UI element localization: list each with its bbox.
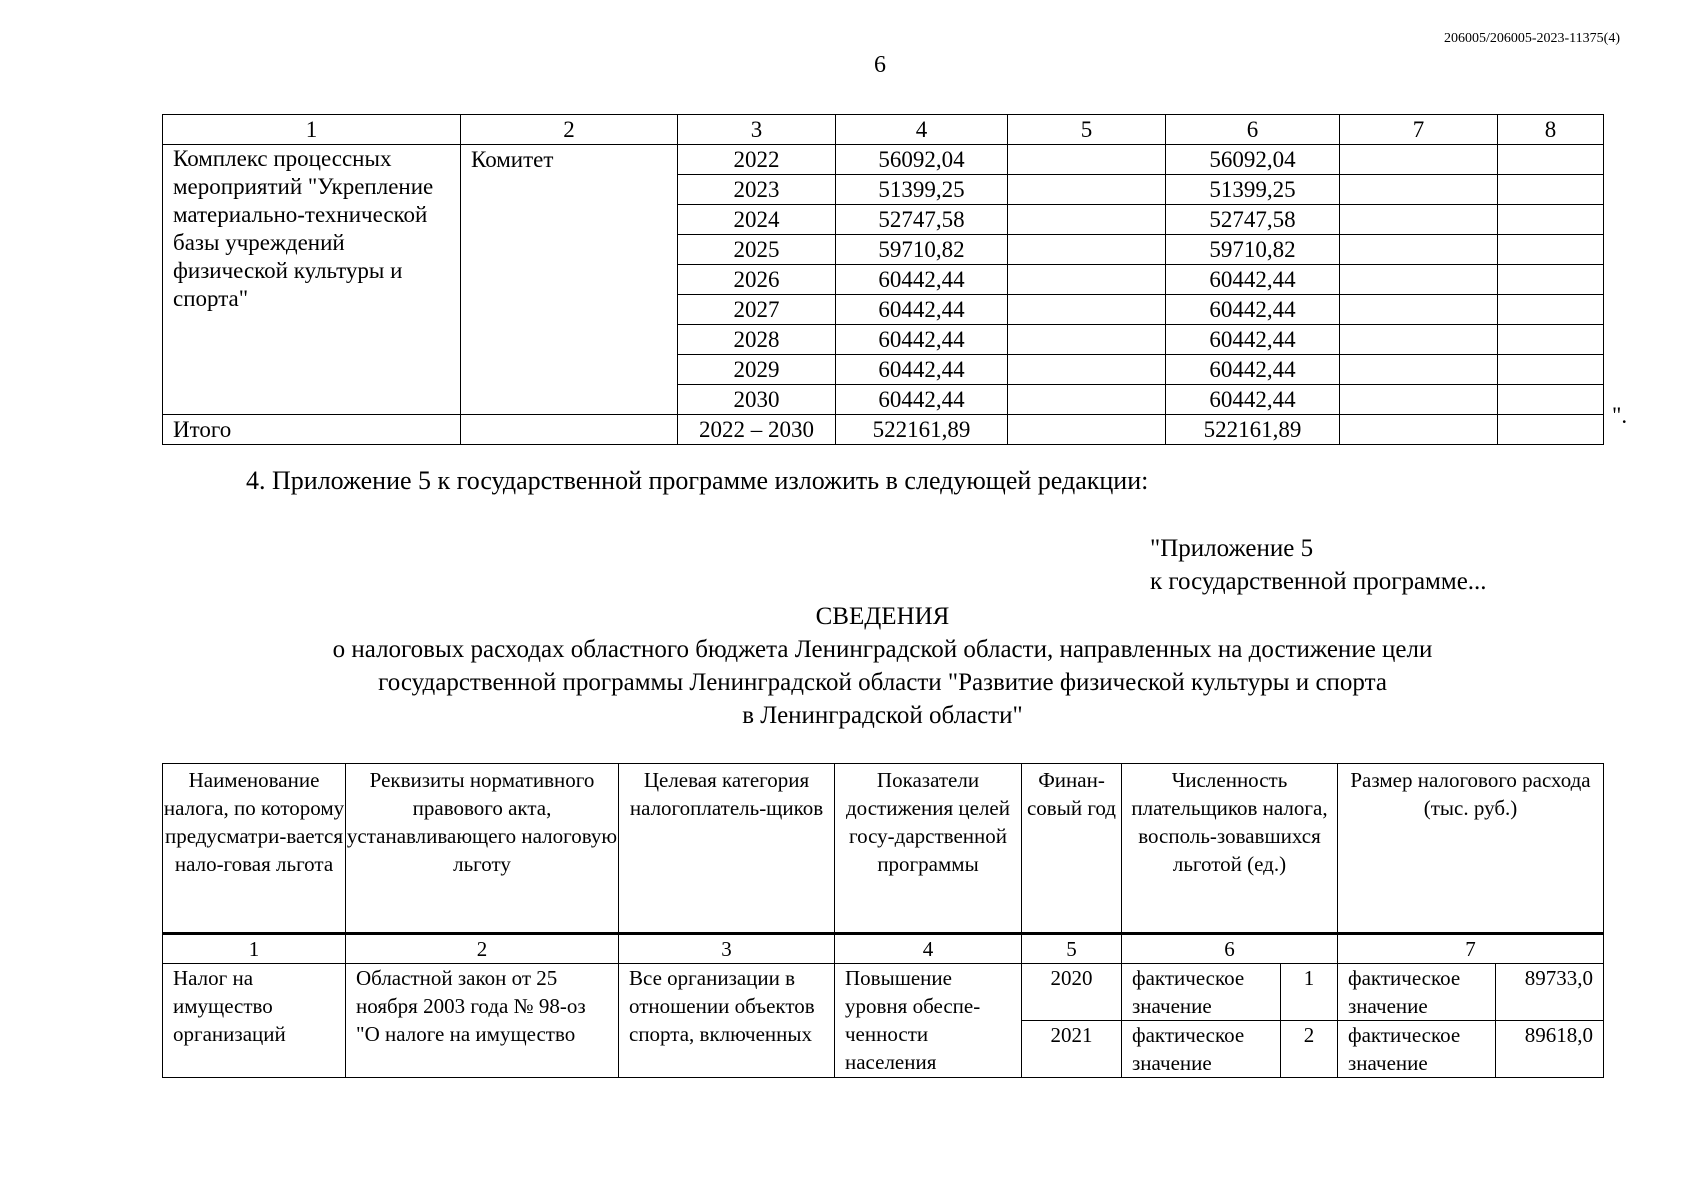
year-cell: 2028: [678, 325, 836, 355]
executor: Комитет: [461, 145, 678, 415]
heading-title: СВЕДЕНИЯ: [815, 603, 950, 630]
year-cell: 2030: [678, 385, 836, 415]
col8-cell: [1498, 265, 1604, 295]
table-row: [163, 964, 1604, 1021]
section-heading: [162, 600, 1603, 732]
fiscal-year: 2020: [1022, 964, 1122, 1021]
column-number: 7: [1338, 934, 1604, 964]
column-number: 4: [835, 934, 1022, 964]
column-header: Реквизиты нормативного правового акта, устанавливающего налоговую льготу: [346, 764, 619, 934]
paragraph-4: 4. Приложение 5 к государственной программе изложить в следующей редакции:: [246, 466, 1149, 495]
col6-cell: 60442,44: [1166, 265, 1340, 295]
amount-value: 89618,0: [1496, 1021, 1604, 1078]
col6-cell: 60442,44: [1166, 325, 1340, 355]
total-cell: 51399,25: [836, 175, 1008, 205]
program-name: Комплекс процессных мероприятий "Укрепление материально-технической базы учреждений физической культуры и спорта": [163, 145, 461, 415]
column-number: 7: [1340, 115, 1498, 145]
col5-cell: [1008, 295, 1166, 325]
col5-cell: [1008, 265, 1166, 295]
target-category: Все организации в отношении объектов спорта, включенных: [619, 964, 835, 1078]
col5-cell: [1008, 145, 1166, 175]
column-number-row: [163, 934, 1604, 964]
payers-label: фактическое значение: [1122, 964, 1281, 1021]
amount-label: фактическое значение: [1338, 1021, 1496, 1078]
year-cell: 2022: [678, 145, 836, 175]
year-cell: 2025: [678, 235, 836, 265]
table-row: [163, 115, 1604, 145]
total-cell: 56092,04: [836, 145, 1008, 175]
empty-cell: [1340, 415, 1498, 445]
col7-cell: [1340, 265, 1498, 295]
appendix-line-1: "Приложение 5: [1150, 535, 1314, 562]
empty-cell: [1008, 415, 1166, 445]
year-cell: 2023: [678, 175, 836, 205]
payers-label: фактическое значение: [1122, 1021, 1281, 1078]
summary-total: 522161,89: [836, 415, 1008, 445]
indicators: Повышение уровня обеспе-ченности населения: [835, 964, 1022, 1078]
column-number: 6: [1166, 115, 1340, 145]
column-number: 3: [678, 115, 836, 145]
col7-cell: [1340, 325, 1498, 355]
col6-cell: 59710,82: [1166, 235, 1340, 265]
column-number: 6: [1122, 934, 1338, 964]
col8-cell: [1498, 235, 1604, 265]
column-number: 3: [619, 934, 835, 964]
appendix-reference: [1150, 532, 1487, 598]
col8-cell: [1498, 175, 1604, 205]
column-number: 2: [346, 934, 619, 964]
col7-cell: [1340, 205, 1498, 235]
column-number: 1: [163, 934, 346, 964]
column-header: Размер налогового расхода (тыс. руб.): [1338, 764, 1604, 934]
page-number: 6: [874, 52, 886, 78]
legal-act: Областной закон от 25 ноября 2003 года № 98-оз "О налоге на имущество: [346, 964, 619, 1078]
total-cell: 60442,44: [836, 265, 1008, 295]
heading-line-3: в Ленинградской области": [742, 702, 1023, 729]
amount-value: 89733,0: [1496, 964, 1604, 1021]
col6-cell: 56092,04: [1166, 145, 1340, 175]
summary-row: [163, 415, 1604, 445]
col7-cell: [1340, 175, 1498, 205]
header-row: [163, 764, 1604, 934]
column-number: 5: [1008, 115, 1166, 145]
column-header: Целевая категория налогоплатель-щиков: [619, 764, 835, 934]
col8-cell: [1498, 385, 1604, 415]
col5-cell: [1008, 355, 1166, 385]
total-cell: 59710,82: [836, 235, 1008, 265]
heading-line-2: государственной программы Ленинградской области "Развитие физической культуры и спорта: [378, 669, 1387, 696]
col7-cell: [1340, 145, 1498, 175]
total-cell: 60442,44: [836, 325, 1008, 355]
column-header: Наименование налога, по которому предусматри-вается нало-говая льгота: [163, 764, 346, 934]
col8-cell: [1498, 295, 1604, 325]
year-cell: 2029: [678, 355, 836, 385]
financing-table: [162, 114, 1604, 445]
column-number: 2: [461, 115, 678, 145]
col6-cell: 60442,44: [1166, 355, 1340, 385]
col5-cell: [1008, 235, 1166, 265]
summary-col6: 522161,89: [1166, 415, 1340, 445]
year-cell: 2027: [678, 295, 836, 325]
year-cell: 2024: [678, 205, 836, 235]
col5-cell: [1008, 385, 1166, 415]
empty-cell: [461, 415, 678, 445]
fiscal-year: 2021: [1022, 1021, 1122, 1078]
column-header: Численность плательщиков налога, восполь-зовавшихся льготой (ед.): [1122, 764, 1338, 934]
column-number: 1: [163, 115, 461, 145]
col6-cell: 52747,58: [1166, 205, 1340, 235]
column-number: 4: [836, 115, 1008, 145]
column-number: 8: [1498, 115, 1604, 145]
payers-value: 1: [1281, 964, 1338, 1021]
summary-period: 2022 – 2030: [678, 415, 836, 445]
col7-cell: [1340, 295, 1498, 325]
year-cell: 2026: [678, 265, 836, 295]
tax-name: Налог на имущество организаций: [163, 964, 346, 1078]
amount-label: фактическое значение: [1338, 964, 1496, 1021]
col8-cell: [1498, 325, 1604, 355]
table-row: [163, 145, 1604, 175]
col7-cell: [1340, 355, 1498, 385]
col8-cell: [1498, 205, 1604, 235]
column-number: 5: [1022, 934, 1122, 964]
col8-cell: [1498, 145, 1604, 175]
closing-quote: ".: [1612, 403, 1628, 428]
col7-cell: [1340, 385, 1498, 415]
appendix-line-2: к государственной программе...: [1150, 568, 1487, 595]
col5-cell: [1008, 175, 1166, 205]
document-number: 206005/206005-2023-11375(4): [1443, 31, 1620, 46]
column-header: Финан-совый год: [1022, 764, 1122, 934]
tax-expenditure-table: [162, 763, 1604, 1078]
total-cell: 60442,44: [836, 295, 1008, 325]
col8-cell: [1498, 355, 1604, 385]
col6-cell: 60442,44: [1166, 385, 1340, 415]
total-cell: 52747,58: [836, 205, 1008, 235]
summary-label: Итого: [163, 415, 461, 445]
col6-cell: 60442,44: [1166, 295, 1340, 325]
empty-cell: [1498, 415, 1604, 445]
col6-cell: 51399,25: [1166, 175, 1340, 205]
payers-value: 2: [1281, 1021, 1338, 1078]
column-header: Показатели достижения целей госу-дарственной программы: [835, 764, 1022, 934]
col5-cell: [1008, 325, 1166, 355]
total-cell: 60442,44: [836, 355, 1008, 385]
heading-line-1: о налоговых расходах областного бюджета Ленинградской области, направленных на достижение цели: [332, 636, 1433, 663]
total-cell: 60442,44: [836, 385, 1008, 415]
col5-cell: [1008, 205, 1166, 235]
col7-cell: [1340, 235, 1498, 265]
